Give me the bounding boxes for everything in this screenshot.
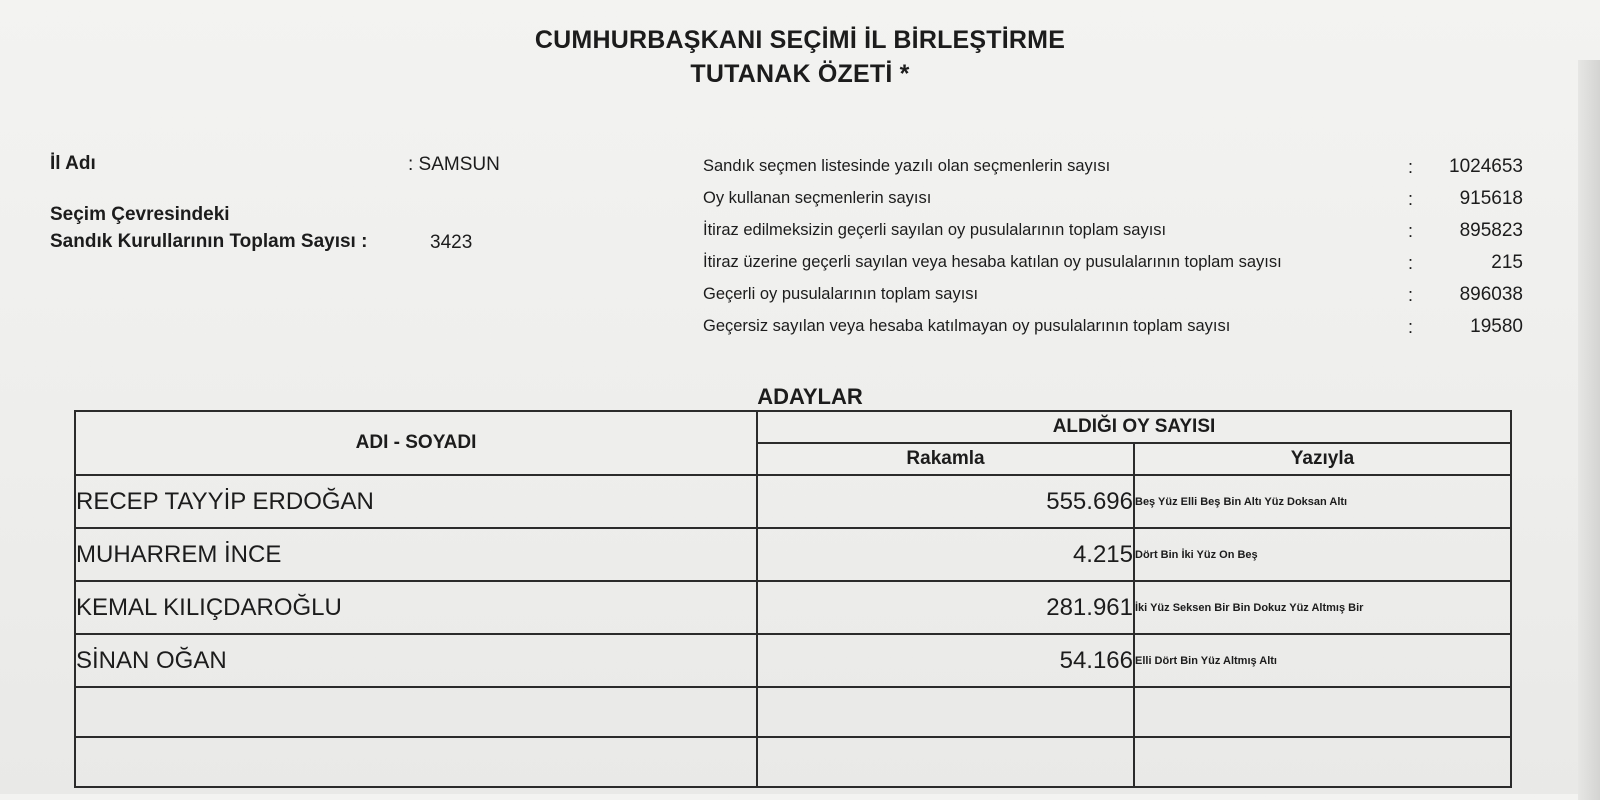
- column-header-words: Yazıyla: [1134, 443, 1511, 475]
- candidate-votes-words: İki Yüz Seksen Bir Bin Dokuz Yüz Altmış Bir: [1134, 581, 1511, 634]
- empty-cell: [1134, 687, 1511, 737]
- candidates-section-title: ADAYLAR: [757, 384, 863, 409]
- stat-value: 215: [1491, 252, 1523, 273]
- stat-colon: :: [1408, 317, 1414, 337]
- empty-cell: [757, 737, 1134, 787]
- candidate-votes-words: Dört Bin İki Yüz On Beş: [1134, 528, 1511, 581]
- voter-statistics: [703, 157, 1523, 349]
- stat-value: 915618: [1459, 188, 1523, 209]
- stat-value: 1024653: [1449, 156, 1523, 177]
- stat-colon: :: [1408, 157, 1414, 177]
- table-header-row: [75, 411, 1511, 443]
- table-row: [75, 634, 1511, 687]
- empty-cell: [1134, 737, 1511, 787]
- stat-row: [703, 285, 1523, 317]
- empty-cell: [75, 687, 757, 737]
- table-row: [75, 581, 1511, 634]
- stat-value: 895823: [1459, 220, 1523, 241]
- province-value: : SAMSUN: [408, 154, 500, 175]
- stat-row: [703, 221, 1523, 253]
- province-label: İl Adı: [50, 153, 96, 174]
- column-header-numeric: Rakamla: [757, 443, 1134, 475]
- stat-colon: :: [1408, 221, 1414, 241]
- candidate-name: RECEP TAYYİP ERDOĞAN: [75, 475, 757, 528]
- candidate-votes-words: Beş Yüz Elli Beş Bin Altı Yüz Doksan Altı: [1134, 475, 1511, 528]
- ballot-boxes-value: 3423: [430, 232, 473, 253]
- document-title-line1: CUMHURBAŞKANI SEÇİMİ İL BİRLEŞTİRME: [534, 26, 1066, 54]
- stat-row: [703, 317, 1523, 349]
- stat-row: [703, 253, 1523, 285]
- stat-colon: :: [1408, 285, 1414, 305]
- stat-row: [703, 189, 1523, 221]
- stat-label: İtiraz üzerine geçerli sayılan veya hesaba katılan oy pusulalarının toplam sayısı: [703, 253, 1282, 271]
- candidate-votes-words: Elli Dört Bin Yüz Altmış Altı: [1134, 634, 1511, 687]
- stat-label: Oy kullanan seçmenlerin sayısı: [703, 189, 932, 207]
- candidate-name: SİNAN OĞAN: [75, 634, 757, 687]
- ballot-boxes-label-line2: Sandık Kurullarının Toplam Sayısı :: [50, 231, 368, 252]
- stat-label: Geçersiz sayılan veya hesaba katılmayan oy pusulalarının toplam sayısı: [703, 317, 1231, 335]
- table-row: [75, 528, 1511, 581]
- stat-label: Sandık seçmen listesinde yazılı olan seçmenlerin sayısı: [703, 157, 1111, 175]
- stat-label: Geçerli oy pusulalarının toplam sayısı: [703, 285, 979, 303]
- candidate-votes: 4.215: [757, 528, 1134, 581]
- candidates-table: [74, 410, 1512, 788]
- empty-cell: [757, 687, 1134, 737]
- column-header-votes: ALDIĞI OY SAYISI: [757, 411, 1511, 443]
- stat-value: 19580: [1470, 316, 1523, 337]
- stat-colon: :: [1408, 189, 1414, 209]
- stat-colon: :: [1408, 253, 1414, 273]
- ballot-boxes-label-line1: Seçim Çevresindeki: [50, 204, 230, 225]
- column-header-name: ADI - SOYADI: [75, 411, 757, 475]
- stat-value: 896038: [1459, 284, 1523, 305]
- table-row: [75, 475, 1511, 528]
- candidate-name: KEMAL KILIÇDAROĞLU: [75, 581, 757, 634]
- page-edge-shadow: [1578, 60, 1600, 800]
- stat-row: [703, 157, 1523, 189]
- candidate-name: MUHARREM İNCE: [75, 528, 757, 581]
- candidate-votes: 281.961: [757, 581, 1134, 634]
- stat-label: İtiraz edilmeksizin geçerli sayılan oy pusulalarının toplam sayısı: [703, 221, 1167, 239]
- empty-cell: [75, 737, 757, 787]
- candidate-votes: 555.696: [757, 475, 1134, 528]
- empty-table-row: [75, 737, 1511, 787]
- document-title-line2: TUTANAK ÖZETİ *: [690, 60, 910, 88]
- empty-table-row: [75, 687, 1511, 737]
- candidate-votes: 54.166: [757, 634, 1134, 687]
